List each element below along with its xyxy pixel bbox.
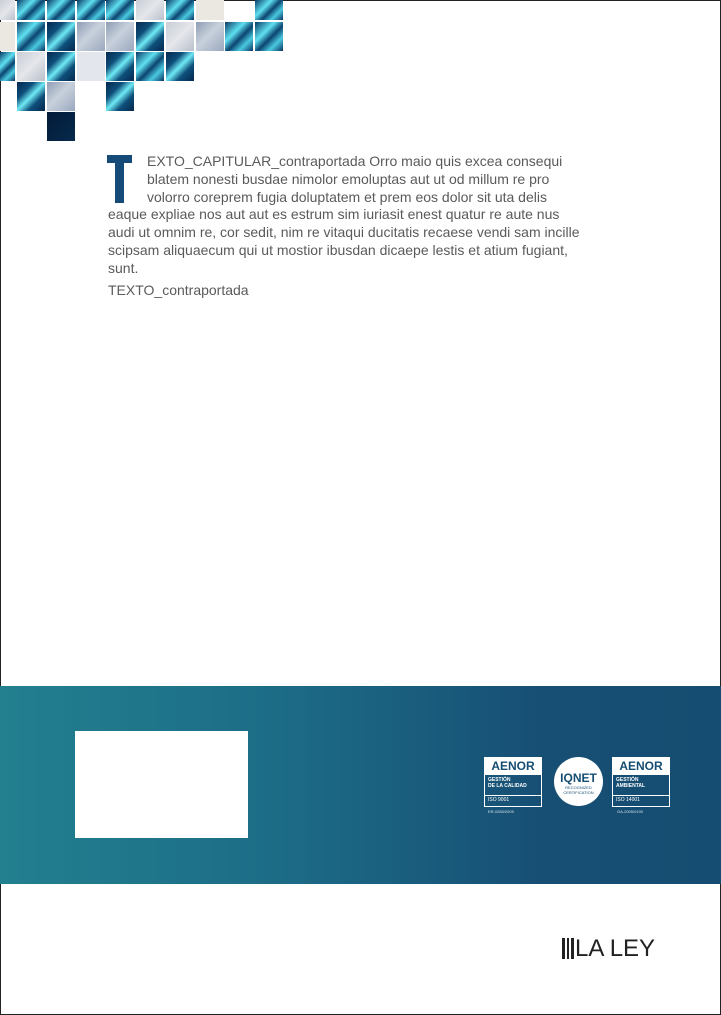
mosaic-tile xyxy=(77,0,105,20)
mosaic-tile xyxy=(196,22,224,51)
badge-standard: ISO 9001 xyxy=(485,795,541,804)
paragraph-line: scipsam aliquaecum qui ut mostior ibusdan dicaepe lestis et atium fugiant, xyxy=(108,241,568,258)
badge-label: DE LA CALIDAD xyxy=(488,783,527,789)
mosaic-tile xyxy=(196,0,224,20)
mosaic-tile xyxy=(166,52,194,81)
paragraph-line: blatem nonesti busdae nimolor emoluptas aut ut od millum re pro xyxy=(147,170,550,187)
mosaic-tile xyxy=(255,0,283,20)
la-ley-logo-bars-icon xyxy=(562,938,576,960)
badge-label: RECOGNIZED xyxy=(565,785,592,790)
badge-brand: AENOR xyxy=(485,758,541,775)
mosaic-tile xyxy=(17,52,45,81)
secondary-text: TEXTO_contraportada xyxy=(108,281,249,298)
mosaic-tile xyxy=(106,22,134,51)
mosaic-tile xyxy=(17,22,45,51)
paragraph-line: audi ut omnim re, cor sedit, nim re vitaqui ducitatis recaese vendi sam incille xyxy=(108,224,580,241)
mosaic-tile xyxy=(166,0,194,20)
badge-label: GESTIÓN xyxy=(616,777,639,783)
mosaic-tile xyxy=(136,52,164,81)
la-ley-logo: LA LEY xyxy=(575,935,656,962)
badge-brand: AENOR xyxy=(613,758,669,775)
mosaic-tile xyxy=(77,22,105,51)
mosaic-tile xyxy=(136,22,164,51)
mosaic-tile xyxy=(47,52,75,81)
aenor-environment-badge xyxy=(612,757,670,807)
mosaic-tile xyxy=(166,22,194,51)
mosaic-tile xyxy=(47,22,75,51)
paragraph-line: sunt. xyxy=(108,259,139,276)
image-placeholder xyxy=(75,731,248,838)
badge-brand: IQNET xyxy=(560,771,597,785)
mosaic-tile xyxy=(77,52,105,81)
paragraph-line: volorro coreprem fugia doluptatem et prem eos dolor sit uta delis xyxy=(147,188,547,205)
mosaic-tile xyxy=(136,0,164,20)
paragraph-line: eaque expliae nos aut aut es estrum sim iuriasit enest quatur re aute nus xyxy=(108,206,560,223)
mosaic-tile xyxy=(255,22,283,51)
badge-code: ER-0280/2005 xyxy=(488,809,514,814)
badge-code: GA-2005/0100 xyxy=(617,809,644,814)
badge-label: AMBIENTAL xyxy=(616,783,646,789)
badge-label: CERTIFICATION xyxy=(563,790,594,795)
mosaic-tile xyxy=(225,22,253,51)
paragraph-line: EXTO_CAPITULAR_contraportada Orro maio quis excea consequi xyxy=(147,153,563,169)
iqnet-badge xyxy=(554,757,603,806)
body-text xyxy=(108,153,608,299)
mosaic-tile xyxy=(17,0,45,20)
mosaic-tile xyxy=(0,0,15,20)
mosaic-tile xyxy=(47,82,75,111)
mosaic-tile xyxy=(106,52,134,81)
aenor-quality-badge xyxy=(484,757,542,807)
badge-standard: ISO 14001 xyxy=(613,795,669,804)
mosaic-tile xyxy=(106,82,134,111)
mosaic-tile xyxy=(47,112,75,141)
mosaic-tile xyxy=(106,0,134,20)
badge-label: GESTIÓN xyxy=(488,777,511,783)
mosaic-tile xyxy=(17,82,45,111)
mosaic-tile xyxy=(0,22,15,51)
mosaic-tile xyxy=(47,0,75,20)
mosaic-tile xyxy=(0,52,15,81)
